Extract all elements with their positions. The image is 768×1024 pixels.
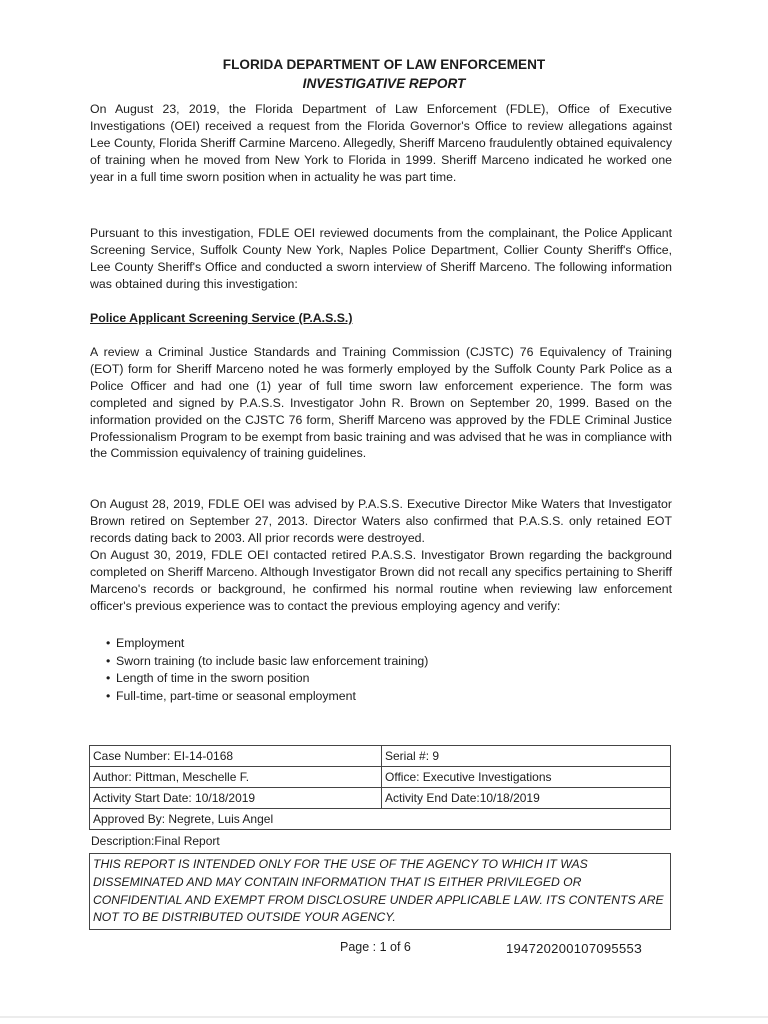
list-item: • Sworn training (to include basic law enforcement training) bbox=[106, 653, 428, 671]
table-row bbox=[90, 809, 671, 830]
author-cell: Author: Pittman, Meschelle F. bbox=[90, 767, 382, 788]
list-item: • Employment bbox=[106, 635, 428, 653]
scope-paragraph: Pursuant to this investigation, FDLE OEI reviewed documents from the complainant, the Police Applicant Screening Service, Suffolk County New York, Naples Police Department, Collier County Sheriff's Office, Lee County Sheriff's Office and conducted a sworn interview of Sheriff Marceno. The following information was obtained during this investigation: bbox=[90, 226, 672, 291]
report-type-title: INVESTIGATIVE REPORT bbox=[302, 76, 466, 91]
agency-title: FLORIDA DEPARTMENT OF LAW ENFORCEMENT bbox=[222, 57, 546, 72]
intro-paragraph: On August 23, 2019, the Florida Department of Law Enforcement (FDLE), Office of Executive Investigations (OEI) received a request from the Florida Governor's Office to review allegations against Lee County, Florida Sheriff Carmine Marceno. Allegedly, Sheriff Marceno fraudulently obtained equivalency of training when he moved from New York to Florida in 1999. Sheriff Marceno indicated he worked one year in a full time sworn position when in actuality he was part time. bbox=[90, 102, 672, 184]
case-info-table bbox=[89, 745, 671, 830]
office-cell: Office: Executive Investigations bbox=[382, 767, 671, 788]
page-number: Page : 1 of 6 bbox=[340, 940, 411, 954]
activity-end-cell: Activity End Date:10/18/2019 bbox=[382, 788, 671, 809]
confidentiality-disclaimer: THIS REPORT IS INTENDED ONLY FOR THE USE OF THE AGENCY TO WHICH IT WAS DISSEMINATED AND MAY CONTAIN INFORMATION THAT IS EITHER PRIVILEGED OR CONFIDENTIAL AND EXEMPT FROM DISCLOSURE UNDER APPLICABLE LAW. ITS CONTENTS ARE NOT TO BE DISTRIBUTED OUTSIDE YOUR AGENCY. bbox=[89, 853, 671, 930]
case-number-cell: Case Number: EI-14-0168 bbox=[90, 746, 382, 767]
table-row bbox=[90, 788, 671, 809]
serial-cell: Serial #: 9 bbox=[382, 746, 671, 767]
document-id: 19472020010709555З bbox=[506, 941, 643, 956]
list-item: • Length of time in the sworn position bbox=[106, 670, 428, 688]
list-item: • Full-time, part-time or seasonal employment bbox=[106, 688, 428, 706]
section-heading: Police Applicant Screening Service (P.A.S.S.) bbox=[90, 311, 353, 325]
table-row bbox=[90, 746, 671, 767]
brown-contact-paragraph: On August 30, 2019, FDLE OEI contacted retired P.A.S.S. Investigator Brown regarding the background completed on Sheriff Marceno. Although Investigator Brown did not recall any specifics pertaining to Sheriff Marceno's records or background, he confirmed his normal routine when reviewing law enforcement officer's previous experience was to contact the previous employing agency and verify: bbox=[90, 548, 672, 613]
activity-start-cell: Activity Start Date: 10/18/2019 bbox=[90, 788, 382, 809]
table-row bbox=[90, 767, 671, 788]
description-line: Description:Final Report bbox=[91, 834, 220, 848]
scan-edge-line bbox=[0, 1016, 768, 1018]
verification-list bbox=[106, 635, 428, 705]
waters-paragraph: On August 28, 2019, FDLE OEI was advised by P.A.S.S. Executive Director Mike Waters that Investigator Brown retired on September 27, 2013. Director Waters also confirmed that P.A.S.S. only retained EOT records dating back to 2003. All prior records were destroyed. bbox=[90, 497, 672, 545]
approved-by-cell: Approved By: Negrete, Luis Angel bbox=[90, 809, 671, 830]
eot-review-paragraph: A review a Criminal Justice Standards and Training Commission (CJSTC) 76 Equivalency of Training (EOT) form for Sheriff Marceno noted he was formerly employed by the Suffolk County Park Police as a Police Officer and had one (1) year of full time sworn law enforcement experience. The form was completed and signed by P.A.S.S. Investigator John R. Brown on September 20, 1999. Based on the information provided on the CJSTC 76 form, Sheriff Marceno was approved by the FDLE Criminal Justice Professionalism Program to be exempt from basic training and was advised that he was in compliance with the Commission equivalency of training guidelines. bbox=[90, 345, 672, 461]
